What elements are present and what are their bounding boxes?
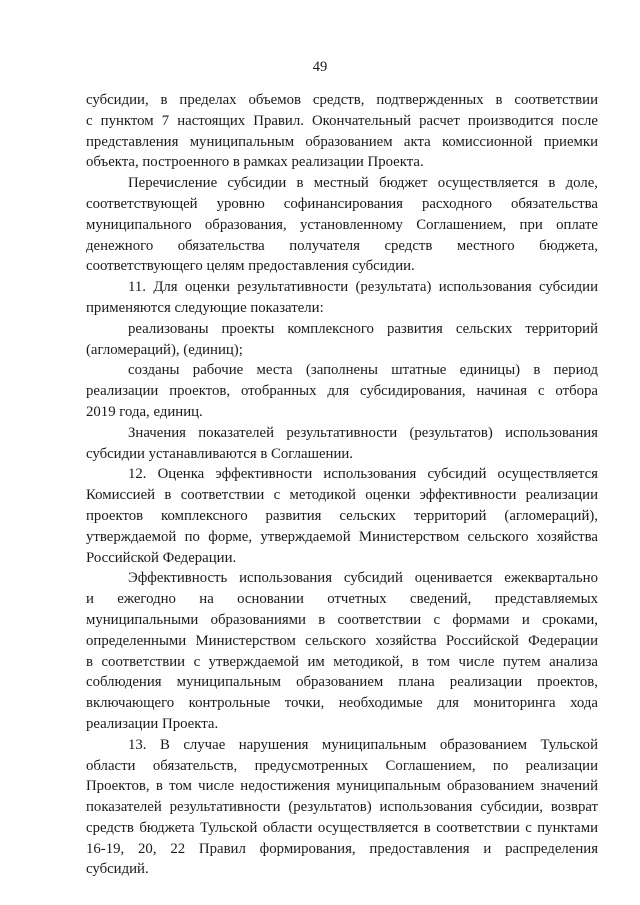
text-line: представления муниципальным образованием акта комиссионной приемки bbox=[86, 133, 598, 150]
paragraph bbox=[86, 319, 598, 361]
text-line: 11. Для оценки результативности (результата) использования субсидии bbox=[128, 279, 598, 296]
text-line: применяются следующие показатели: bbox=[86, 299, 324, 316]
text-line: реализованы проекты комплексного развития сельских территорий bbox=[128, 320, 598, 337]
text-line: субсидии, в пределах объемов средств, подтвержденных в соответствии bbox=[86, 92, 598, 108]
text-line: 16-19, 20, 22 Правил формирования, предоставления и распределения bbox=[86, 840, 598, 857]
text-line: Эффективность использования субсидий оценивается ежеквартально bbox=[128, 570, 598, 587]
text-line: Перечисление субсидии в местный бюджет осуществляется в доле, bbox=[128, 175, 598, 192]
text-line: показателей результативности (результатов) использования субсидии, возврат bbox=[86, 799, 598, 816]
text-line: (агломераций), (единиц); bbox=[86, 341, 243, 358]
text-line: реализации проектов, отобранных для субсидирования, начиная с отбора bbox=[86, 383, 598, 400]
text-line: 12. Оценка эффективности использования субсидий осуществляется bbox=[128, 466, 598, 483]
text-line: соблюдения муниципальным образованием плана реализации проектов, bbox=[86, 674, 598, 691]
paragraph bbox=[86, 735, 598, 881]
paragraph bbox=[86, 464, 598, 568]
text-line: соответствующего целям предоставления субсидии. bbox=[86, 258, 415, 275]
text-line: Российской Федерации. bbox=[86, 549, 237, 566]
text-line: созданы рабочие места (заполнены штатные единицы) в период bbox=[128, 362, 598, 379]
page-number: 49 bbox=[312, 59, 328, 75]
paragraph bbox=[86, 277, 598, 319]
text-line: Проектов, в том числе недостижения муниципальным образованием значений bbox=[86, 778, 598, 795]
text-line: определенными Министерством сельского хозяйства Российской Федерации bbox=[86, 632, 598, 649]
paragraph bbox=[86, 90, 598, 173]
text-line: средств бюджета Тульской области осуществляется в соответствии с пунктами bbox=[86, 819, 598, 836]
text-line: соответствующей уровню софинансирования расходного обязательства bbox=[86, 195, 598, 212]
text-line: денежного обязательства получателя средств местного бюджета, bbox=[86, 237, 598, 254]
text-line: с пунктом 7 настоящих Правил. Окончательный расчет производится после bbox=[86, 112, 598, 129]
document-body bbox=[86, 90, 598, 880]
text-line: и ежегодно на основании отчетных сведений, представляемых bbox=[86, 591, 598, 608]
text-line: субсидий. bbox=[86, 861, 149, 878]
text-line: области обязательств, предусмотренных Соглашением, по реализации bbox=[86, 757, 598, 774]
text-line: Значения показателей результативности (результатов) использования bbox=[128, 424, 598, 441]
text-line: утверждаемой по форме, утверждаемой Министерством сельского хозяйства bbox=[86, 528, 598, 545]
text-line: в соответствии с утверждаемой им методикой, в том числе путем анализа bbox=[86, 653, 598, 670]
text-line: объекта, построенного в рамках реализации Проекта. bbox=[86, 154, 424, 171]
text-line: Комиссией в соответствии с методикой оценки эффективности реализации bbox=[86, 487, 598, 504]
text-line: 13. В случае нарушения муниципальным образованием Тульской bbox=[128, 736, 598, 753]
paragraph bbox=[86, 423, 598, 465]
paragraph bbox=[86, 568, 598, 734]
text-line: 2019 года, единиц. bbox=[86, 403, 203, 420]
text-line: муниципального образования, установленному Соглашением, при оплате bbox=[86, 216, 598, 233]
paragraph bbox=[86, 360, 598, 422]
text-line: проектов комплексного развития сельских территорий (агломераций), bbox=[86, 507, 598, 524]
text-line: субсидии устанавливаются в Соглашении. bbox=[86, 445, 353, 462]
paragraph bbox=[86, 173, 598, 277]
text-line: реализации Проекта. bbox=[86, 715, 219, 732]
text-line: включающего контрольные точки, необходимые для мониторинга хода bbox=[86, 695, 598, 712]
text-line: муниципальными образованиями в соответствии с формами и сроками, bbox=[86, 611, 598, 628]
